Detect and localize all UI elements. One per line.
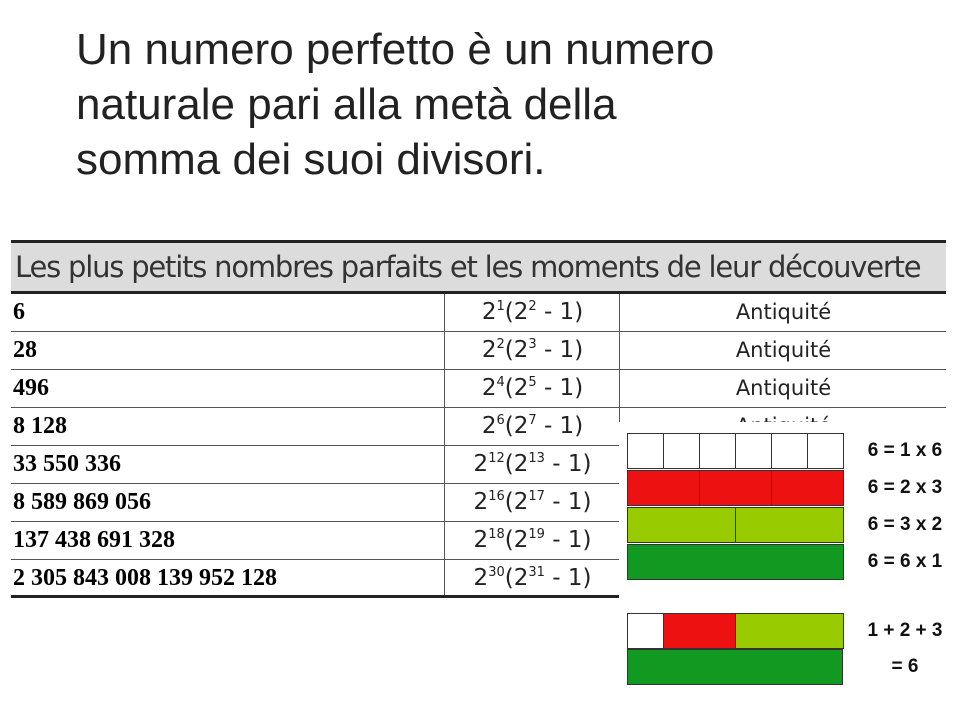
perfect-number: 33 550 336: [13, 451, 121, 477]
factorization-label: 6 = 2 x 3: [867, 477, 943, 498]
euclid-formula: $2^{30}(2^{31} - 1)$: [444, 560, 620, 595]
divisor-block: [627, 507, 736, 543]
formula-exponent: 5: [528, 375, 537, 390]
formula-base: 2: [513, 527, 529, 553]
divisor-block: [735, 507, 844, 543]
formula-base: 2: [513, 565, 529, 591]
perfect-number: 8 589 869 056: [13, 489, 151, 515]
title-line: naturale pari alla metà della: [76, 80, 617, 129]
formula-exponent: 2: [528, 299, 537, 314]
slide-title: [76, 22, 936, 187]
divisor-block: [699, 470, 772, 506]
formula-exponent: 17: [528, 489, 545, 504]
formula-base: 2: [473, 451, 489, 477]
euclid-formula: $2^6(2^7 - 1)$: [444, 408, 620, 445]
title-line: Un numero perfetto è un numero: [76, 25, 715, 74]
formula-exponent: 1: [496, 299, 505, 314]
formula-exponent: 12: [488, 451, 505, 466]
formula-base: 2: [513, 299, 529, 325]
sum-result-label: = 6: [891, 656, 919, 677]
divisor-block: [735, 433, 772, 469]
formula-exponent: 7: [528, 413, 537, 428]
formula-exponent: 31: [528, 565, 545, 580]
divisor-block: [807, 433, 844, 469]
formula-base: 2: [481, 337, 497, 363]
formula-exponent: 3: [528, 337, 537, 352]
formula-base: 2: [473, 489, 489, 515]
divisor-sum-block: [663, 613, 736, 649]
title-line: somma dei suoi divisori.: [76, 135, 546, 184]
formula-exponent: 19: [528, 527, 545, 542]
table-row: [11, 294, 946, 332]
perfect-number: 28: [13, 337, 37, 363]
table-row: [11, 332, 946, 370]
perfect-number: 137 438 691 328: [13, 527, 175, 553]
divisor-block: [771, 470, 844, 506]
discovery-era: Antiquité: [619, 294, 947, 331]
divisor-sum-block: [627, 613, 664, 649]
perfect-number: 8 128: [13, 413, 67, 439]
table-row: [11, 370, 946, 408]
factorization-label: 6 = 6 x 1: [867, 551, 943, 572]
formula-base: 2: [473, 527, 489, 553]
divisor-block: [699, 433, 736, 469]
euclid-formula: $2^{12}(2^{13} - 1)$: [444, 446, 620, 483]
euclid-formula: $2^4(2^5 - 1)$: [444, 370, 620, 407]
formula-base: 2: [513, 489, 529, 515]
formula-base: 2: [481, 375, 497, 401]
formula-exponent: 2: [496, 337, 505, 352]
formula-exponent: 4: [496, 375, 505, 390]
formula-base: 2: [473, 565, 489, 591]
table-header: Les plus petits nombres parfaits et les moments de leur découverte: [11, 240, 946, 294]
divisor-block: [771, 433, 808, 469]
perfect-number: 2 305 843 008 139 952 128: [13, 565, 277, 591]
divisor-block: [627, 470, 700, 506]
formula-base: 2: [481, 299, 497, 325]
divisor-sum-block: [735, 613, 844, 649]
formula-exponent: 13: [528, 451, 545, 466]
formula-exponent: 6: [496, 413, 505, 428]
factorization-label: 6 = 1 x 6: [867, 440, 943, 461]
formula-exponent: 16: [488, 489, 505, 504]
euclid-formula: $2^{18}(2^{19} - 1)$: [444, 522, 620, 559]
divisor-block: [663, 433, 700, 469]
sum-label: 1 + 2 + 3: [867, 620, 943, 641]
euclid-formula: $2^2(2^3 - 1)$: [444, 332, 620, 369]
discovery-era: Antiquité: [619, 370, 947, 407]
formula-base: 2: [513, 337, 529, 363]
divisor-diagram: [619, 422, 960, 720]
euclid-formula: $2^1(2^2 - 1)$: [444, 294, 620, 331]
perfect-number: 496: [13, 375, 49, 401]
formula-base: 2: [513, 413, 529, 439]
perfect-number: 6: [13, 299, 25, 325]
formula-base: 2: [481, 413, 497, 439]
formula-exponent: 18: [488, 527, 505, 542]
sum-total-block: [627, 649, 843, 685]
formula-exponent: 30: [488, 565, 505, 580]
formula-base: 2: [513, 451, 529, 477]
discovery-era: Antiquité: [619, 332, 947, 369]
divisor-block: [627, 544, 844, 580]
factorization-label: 6 = 3 x 2: [867, 514, 943, 535]
divisor-block: [627, 433, 664, 469]
euclid-formula: $2^{16}(2^{17} - 1)$: [444, 484, 620, 521]
formula-base: 2: [513, 375, 529, 401]
